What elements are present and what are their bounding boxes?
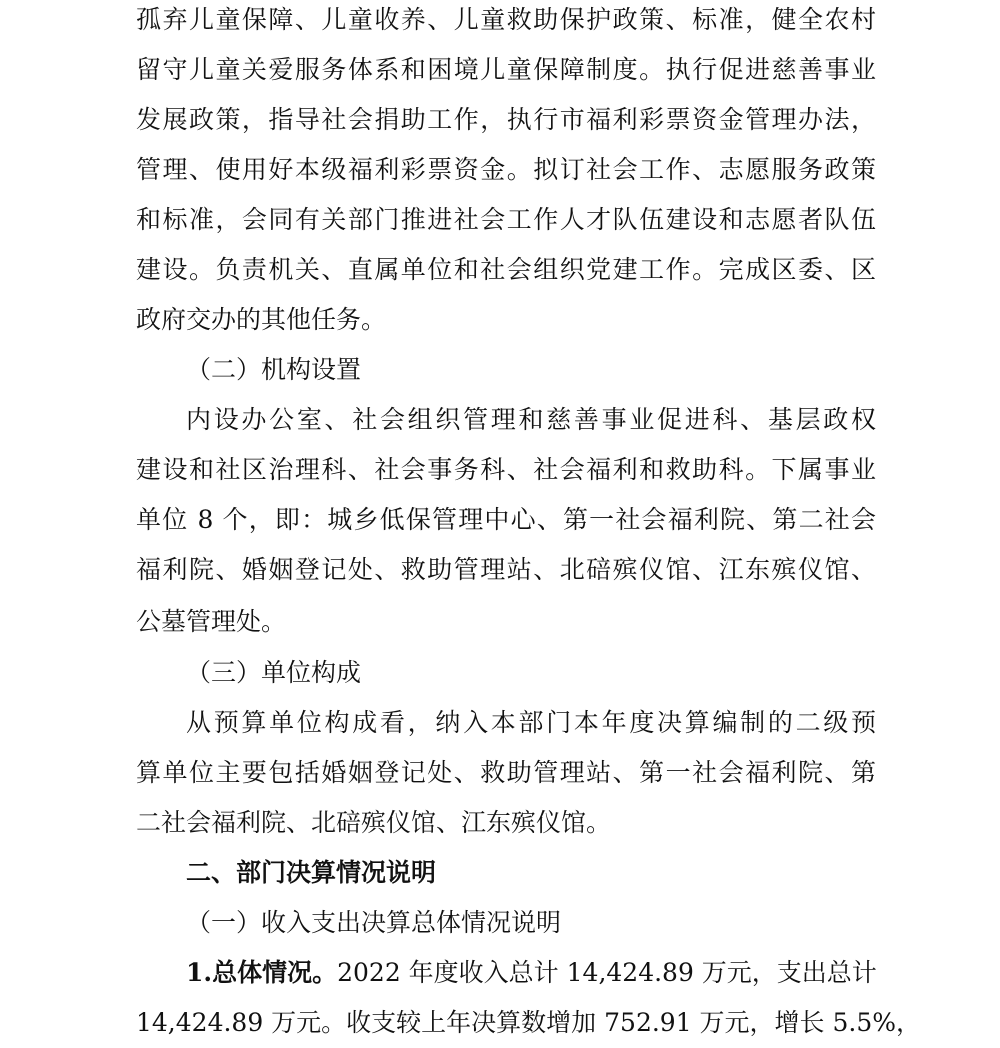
- duties-line-7: 政府交办的其他任务。: [136, 305, 387, 334]
- structure-line-1: 内设办公室、社会组织管理和慈善事业促进科、基层政权: [186, 405, 876, 434]
- overall-line-2: 14,424.89 万元。收支较上年决算数增加 752.91 万元，增长 5.5%，: [136, 1008, 922, 1037]
- units-line-2: 算单位主要包括婚姻登记处、救助管理站、第一社会福利院、第: [136, 758, 876, 787]
- structure-line-5: 公墓管理处。: [136, 607, 287, 636]
- duties-line-6: 建设。负责机关、直属单位和社会组织党建工作。完成区委、区: [136, 255, 876, 284]
- overall-line-1: [186, 948, 876, 998]
- heading-units: （三）单位构成: [186, 658, 362, 687]
- duties-line-3: 发展政策，指导社会捐助工作，执行市福利彩票资金管理办法，: [136, 105, 876, 134]
- section-title: 二、部门决算情况说明: [186, 858, 437, 887]
- overall-line-1-text: 2022 年度收入总计 14,424.89 万元，支出总计: [337, 958, 877, 987]
- heading-structure: （二）机构设置: [186, 355, 362, 384]
- structure-line-4: 福利院、婚姻登记处、救助管理站、北碚殡仪馆、江东殡仪馆、: [136, 555, 876, 584]
- structure-line-3: 单位 8 个，即：城乡低保管理中心、第一社会福利院、第二社会: [136, 505, 876, 534]
- duties-line-1: 孤弃儿童保障、儿童收养、儿童救助保护政策、标准，健全农村: [136, 5, 876, 34]
- units-line-3: 二社会福利院、北碚殡仪馆、江东殡仪馆。: [136, 808, 612, 837]
- duties-line-5: 和标准，会同有关部门推进社会工作人才队伍建设和志愿者队伍: [136, 205, 876, 234]
- overall-label: 1.总体情况。: [186, 958, 338, 987]
- sub-heading-overview: （一）收入支出决算总体情况说明: [186, 908, 562, 937]
- duties-line-4: 管理、使用好本级福利彩票资金。拟订社会工作、志愿服务政策: [136, 155, 876, 184]
- units-line-1: 从预算单位构成看，纳入本部门本年度决算编制的二级预: [186, 708, 876, 737]
- duties-line-2: 留守儿童关爱服务体系和困境儿童保障制度。执行促进慈善事业: [136, 55, 876, 84]
- structure-line-2: 建设和社区治理科、社会事务科、社会福利和救助科。下属事业: [136, 455, 876, 484]
